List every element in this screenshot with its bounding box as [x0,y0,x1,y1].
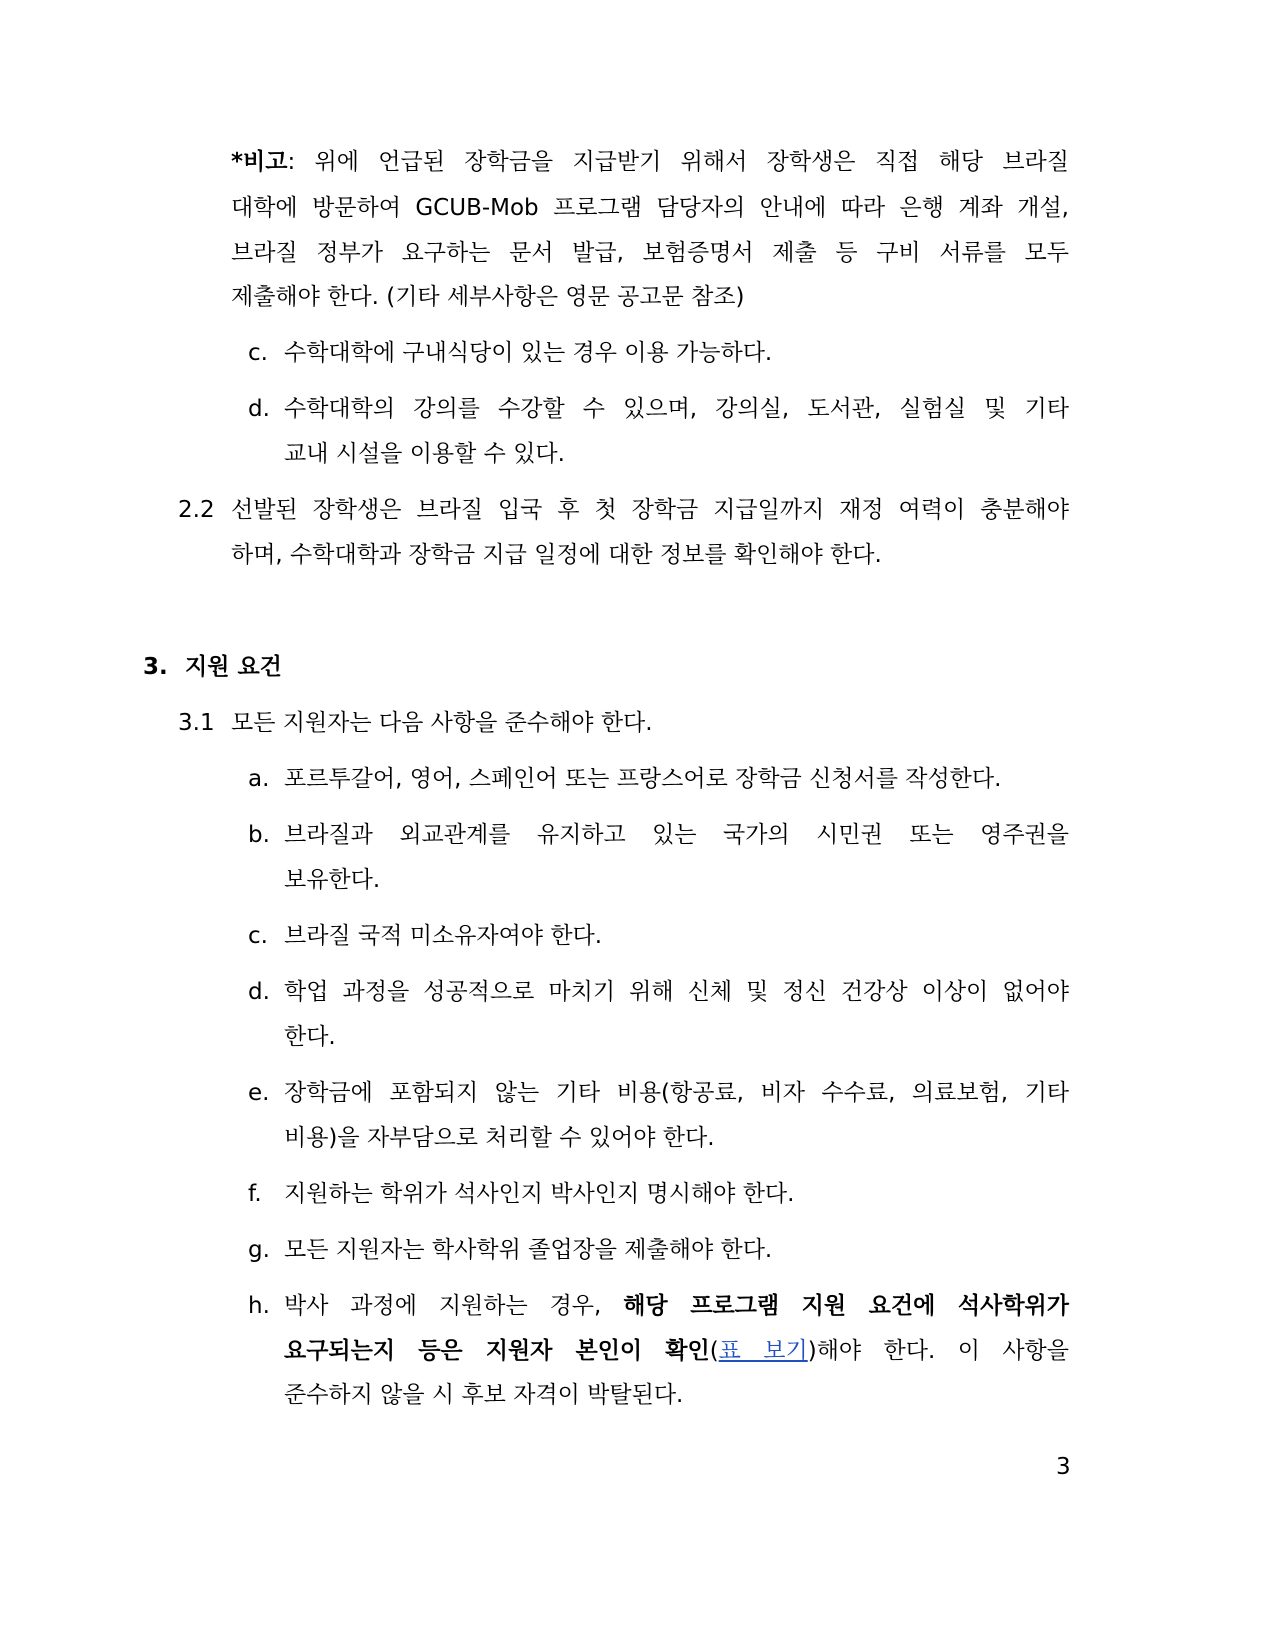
req-b-text-1: 브라질과 외교관계를 유지하고 있는 국가의 시민권 또는 영주권을 [284,822,1069,848]
req-h-paren-open: ( [709,1338,719,1364]
item-d-text-1: 수학대학의 강의를 수강할 수 있으며, 강의실, 도서관, 실험실 및 기타 [284,396,1069,422]
section-3-title: 지원 요건 [185,654,282,680]
req-e-text-1: 장학금에 포함되지 않는 기타 비용(항공료, 비자 수수료, 의료보험, 기타 [284,1080,1069,1106]
req-g-label: g. [248,1237,270,1263]
req-b-label: b. [248,822,270,848]
req-g-text: 모든 지원자는 학사학위 졸업장을 제출해야 한다. [284,1237,773,1263]
note-line-1 [231,147,1069,177]
item-d-label: d. [248,396,270,422]
req-b-text-2: 보유한다. [284,867,381,893]
sec-2-2-line-2: 하며, 수학대학과 장학금 지급 일정에 대한 정보를 확인해야 한다. [231,542,882,568]
req-f-label: f. [248,1181,262,1207]
req-f-text: 지원하는 학위가 석사인지 박사인지 명시해야 한다. [284,1181,795,1207]
req-a-label: a. [248,766,270,792]
view-table-link[interactable]: 표 보기 [718,1338,808,1364]
item-d-text-2: 교내 시설을 이용할 수 있다. [284,441,565,467]
req-c-text: 브라질 국적 미소유자여야 한다. [284,923,603,949]
req-e-text-2: 비용)을 자부담으로 처리할 수 있어야 한다. [284,1125,715,1151]
req-d-text-1: 학업 과정을 성공적으로 마치기 위해 신체 및 정신 건강상 이상이 없어야 [284,979,1069,1005]
sec-3-1-number: 3.1 [178,710,215,736]
req-h-text-3: 준수하지 않을 시 후보 자격이 박탈된다. [284,1382,684,1408]
req-c-label: c. [248,923,268,949]
req-h-bold-text-1: 해당 프로그램 지원 요건에 석사학위가 [623,1293,1069,1319]
req-h-rest-text: )해야 한다. 이 사항을 [807,1338,1069,1364]
sec-3-1-text: 모든 지원자는 다음 사항을 준수해야 한다. [231,710,653,736]
item-c-label: c. [248,340,268,366]
req-d-label: d. [248,979,270,1005]
req-h-text-2 [284,1336,1069,1366]
req-h-bold-text-2: 요구되는지 등은 지원자 본인이 확인 [284,1338,710,1364]
note-line-4: 제출해야 한다. (기타 세부사항은 영문 공고문 참조) [231,284,745,310]
req-d-text-2: 한다. [284,1024,336,1050]
section-3-number: 3. [143,654,168,680]
note-line-3: 브라질 정부가 요구하는 문서 발급, 보험증명서 제출 등 구비 서류를 모두 [231,240,1069,266]
req-e-label: e. [248,1080,270,1106]
req-h-normal-text: 박사 과정에 지원하는 경우, [284,1293,624,1319]
note-text: : 위에 언급된 장학금을 지급받기 위해서 장학생은 직접 해당 브라질 [287,149,1069,175]
note-line-2: 대학에 방문하여 GCUB-Mob 프로그램 담당자의 안내에 따라 은행 계좌 개설, [231,195,1069,221]
req-h-label: h. [248,1293,270,1319]
req-h-text-1 [284,1291,1069,1321]
req-a-text: 포르투갈어, 영어, 스페인어 또는 프랑스어로 장학금 신청서를 작성한다. [284,766,1002,792]
item-c-text: 수학대학에 구내식당이 있는 경우 이용 가능하다. [284,340,773,366]
note-label: *비고 [231,149,288,175]
sec-2-2-line-1: 선발된 장학생은 브라질 입국 후 첫 장학금 지급일까지 재정 여력이 충분해야 [231,497,1069,523]
sec-2-2-number: 2.2 [178,497,215,523]
page-number: 3 [1056,1454,1071,1480]
